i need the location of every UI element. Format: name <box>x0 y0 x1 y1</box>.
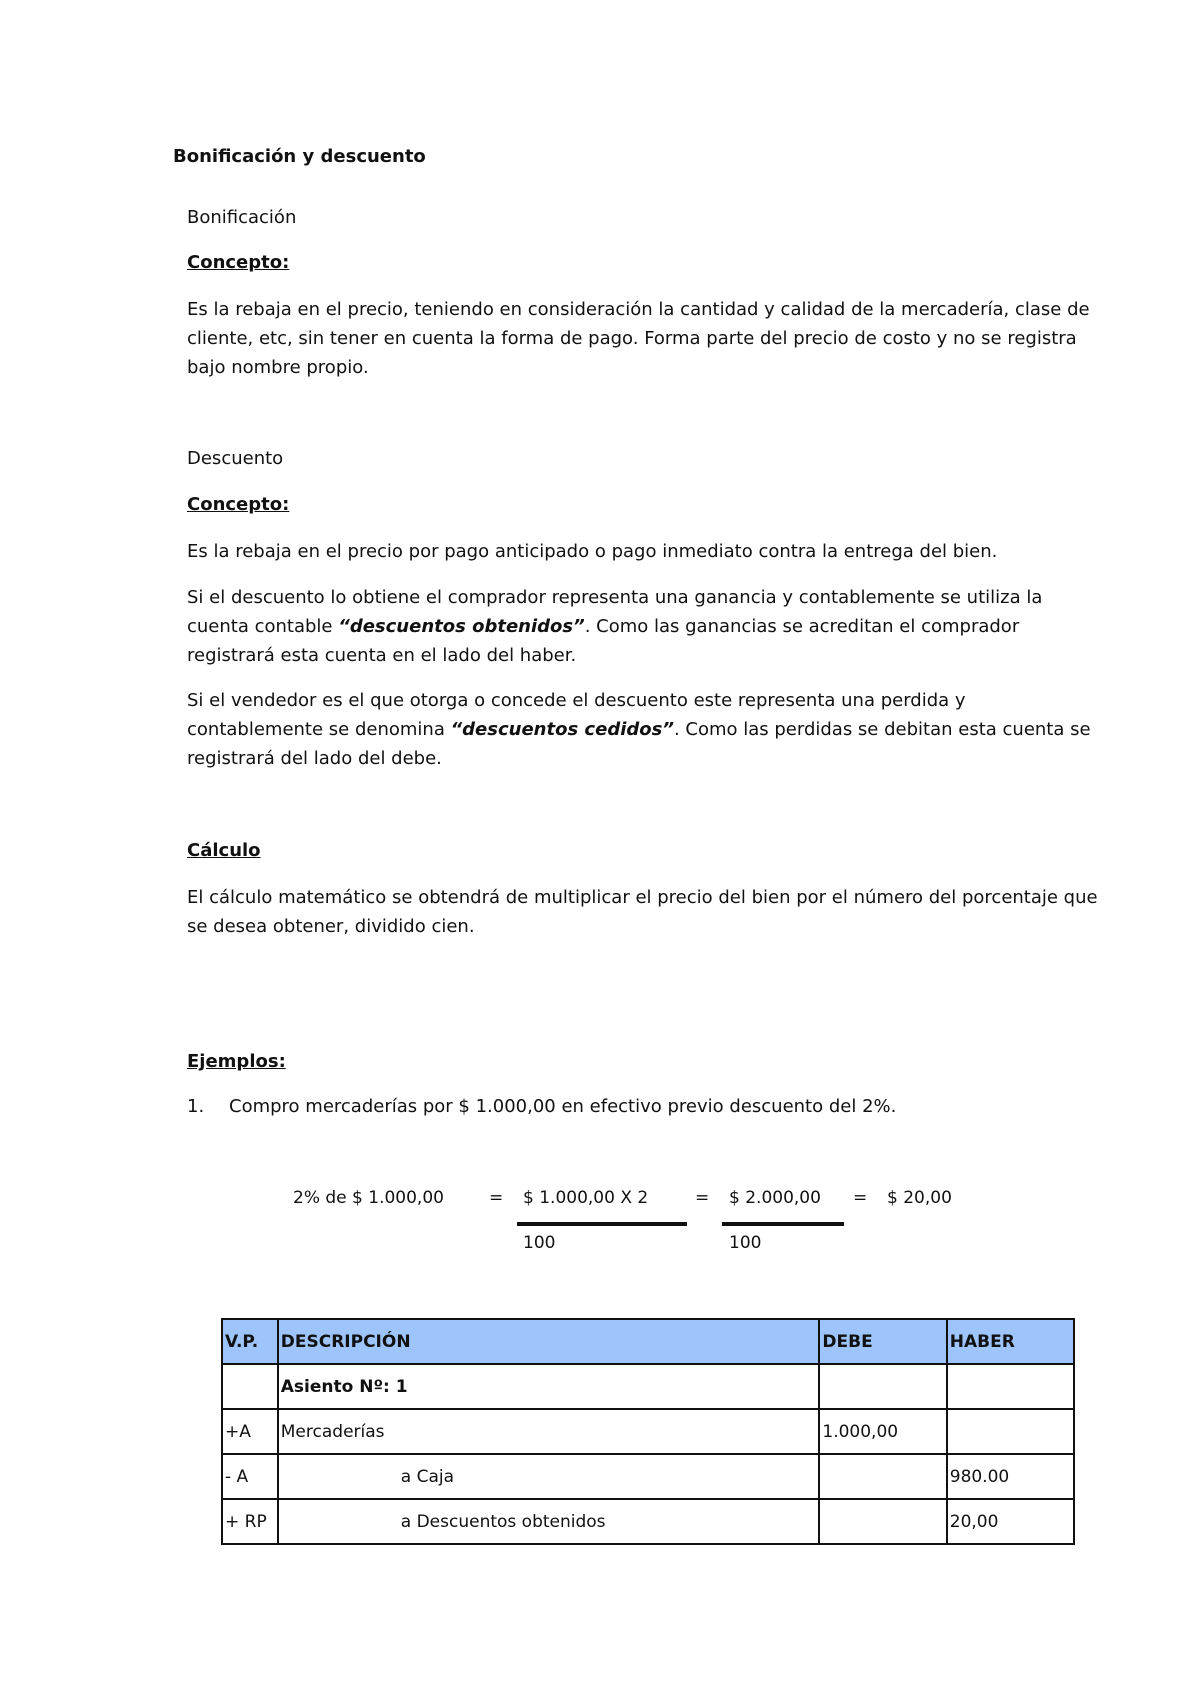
formula-numerator-2: $ 2.000,00 <box>729 1188 821 1208</box>
section-heading-calculo: Cálculo <box>187 840 261 861</box>
descuento-paragraph-3 <box>187 686 1107 773</box>
concept-label-bonificacion: Concepto: <box>187 252 290 273</box>
fraction-bar-2 <box>722 1222 844 1226</box>
section-heading-ejemplos: Ejemplos: <box>187 1051 286 1072</box>
cell-haber <box>947 1364 1074 1409</box>
example-item-text: Compro mercaderías por $ 1.000,00 en efectivo previo descuento del 2%. <box>229 1096 897 1117</box>
formula-denominator-2: 100 <box>729 1233 762 1253</box>
journal-entry-table <box>221 1318 1075 1545</box>
section-heading-descuento: Descuento <box>187 448 284 469</box>
descuento-p2-text-b: . Como las ganancias se acreditan el comprador registrará esta cuenta en el lado del haber. <box>187 616 1020 666</box>
cell-haber: 980.00 <box>947 1454 1074 1499</box>
table-header-row <box>222 1319 1074 1364</box>
concept-label-descuento: Concepto: <box>187 494 290 515</box>
formula-equals-3: = <box>853 1188 868 1208</box>
bonificacion-paragraph: Es la rebaja en el precio, teniendo en consideración la cantidad y calidad de la mercadería, clase de cliente, etc, sin tener en cuenta la forma de pago. Forma parte del precio de costo y no se registra bajo nombre propio. <box>187 299 1090 378</box>
cell-debe <box>819 1454 946 1499</box>
header-haber: HABER <box>947 1319 1074 1364</box>
descuentos-obtenidos-term: “descuentos obtenidos” <box>338 616 585 637</box>
formula-denominator-1: 100 <box>523 1233 556 1253</box>
descuento-p3-text-a: Si el vendedor es el que otorga o concede el descuento este representa una perdida y contablemente se denomina <box>187 690 966 740</box>
cell-vp: + RP <box>222 1499 278 1544</box>
descuento-p3-text-b: . Como las perdidas se debitan esta cuenta se registrará del lado del debe. <box>187 719 1091 769</box>
cell-desc: Mercaderías <box>278 1409 820 1454</box>
cell-vp <box>222 1364 278 1409</box>
cell-vp: - A <box>222 1454 278 1499</box>
formula-equals-2: = <box>695 1188 710 1208</box>
example-item-number: 1. <box>187 1096 205 1117</box>
descuento-paragraph-1: Es la rebaja en el precio por pago anticipado o pago inmediato contra la entrega del bien. <box>187 541 998 562</box>
cell-debe: 1.000,00 <box>819 1409 946 1454</box>
cell-desc: a Caja <box>278 1454 820 1499</box>
formula-result: $ 20,00 <box>887 1188 952 1208</box>
header-descripcion: DESCRIPCIÓN <box>278 1319 820 1364</box>
calculo-paragraph: El cálculo matemático se obtendrá de multiplicar el precio del bien por el número del porcentaje que se desea obtener, dividido cien. <box>187 887 1098 937</box>
descuentos-cedidos-term: “descuentos cedidos” <box>450 719 674 740</box>
table-row <box>222 1499 1074 1544</box>
cell-haber <box>947 1409 1074 1454</box>
table-row <box>222 1454 1074 1499</box>
document-title: Bonificación y descuento <box>173 146 426 167</box>
cell-debe <box>819 1499 946 1544</box>
formula-equals-1: = <box>489 1188 504 1208</box>
formula-numerator-1: $ 1.000,00 X 2 <box>523 1188 649 1208</box>
section-heading-bonificacion: Bonificación <box>187 207 297 228</box>
cell-vp: +A <box>222 1409 278 1454</box>
header-debe: DEBE <box>819 1319 946 1364</box>
cell-desc: Asiento Nº: 1 <box>278 1364 820 1409</box>
descuento-p2-text-a: Si el descuento lo obtiene el comprador representa una ganancia y contablemente se utiliza la cuenta contable <box>187 587 1043 637</box>
table-row <box>222 1409 1074 1454</box>
header-vp: V.P. <box>222 1319 278 1364</box>
cell-desc: a Descuentos obtenidos <box>278 1499 820 1544</box>
cell-haber: 20,00 <box>947 1499 1074 1544</box>
descuento-paragraph-2 <box>187 583 1107 670</box>
formula-lhs: 2% de $ 1.000,00 <box>293 1188 444 1208</box>
table-row <box>222 1364 1074 1409</box>
fraction-bar-1 <box>517 1222 687 1226</box>
cell-debe <box>819 1364 946 1409</box>
